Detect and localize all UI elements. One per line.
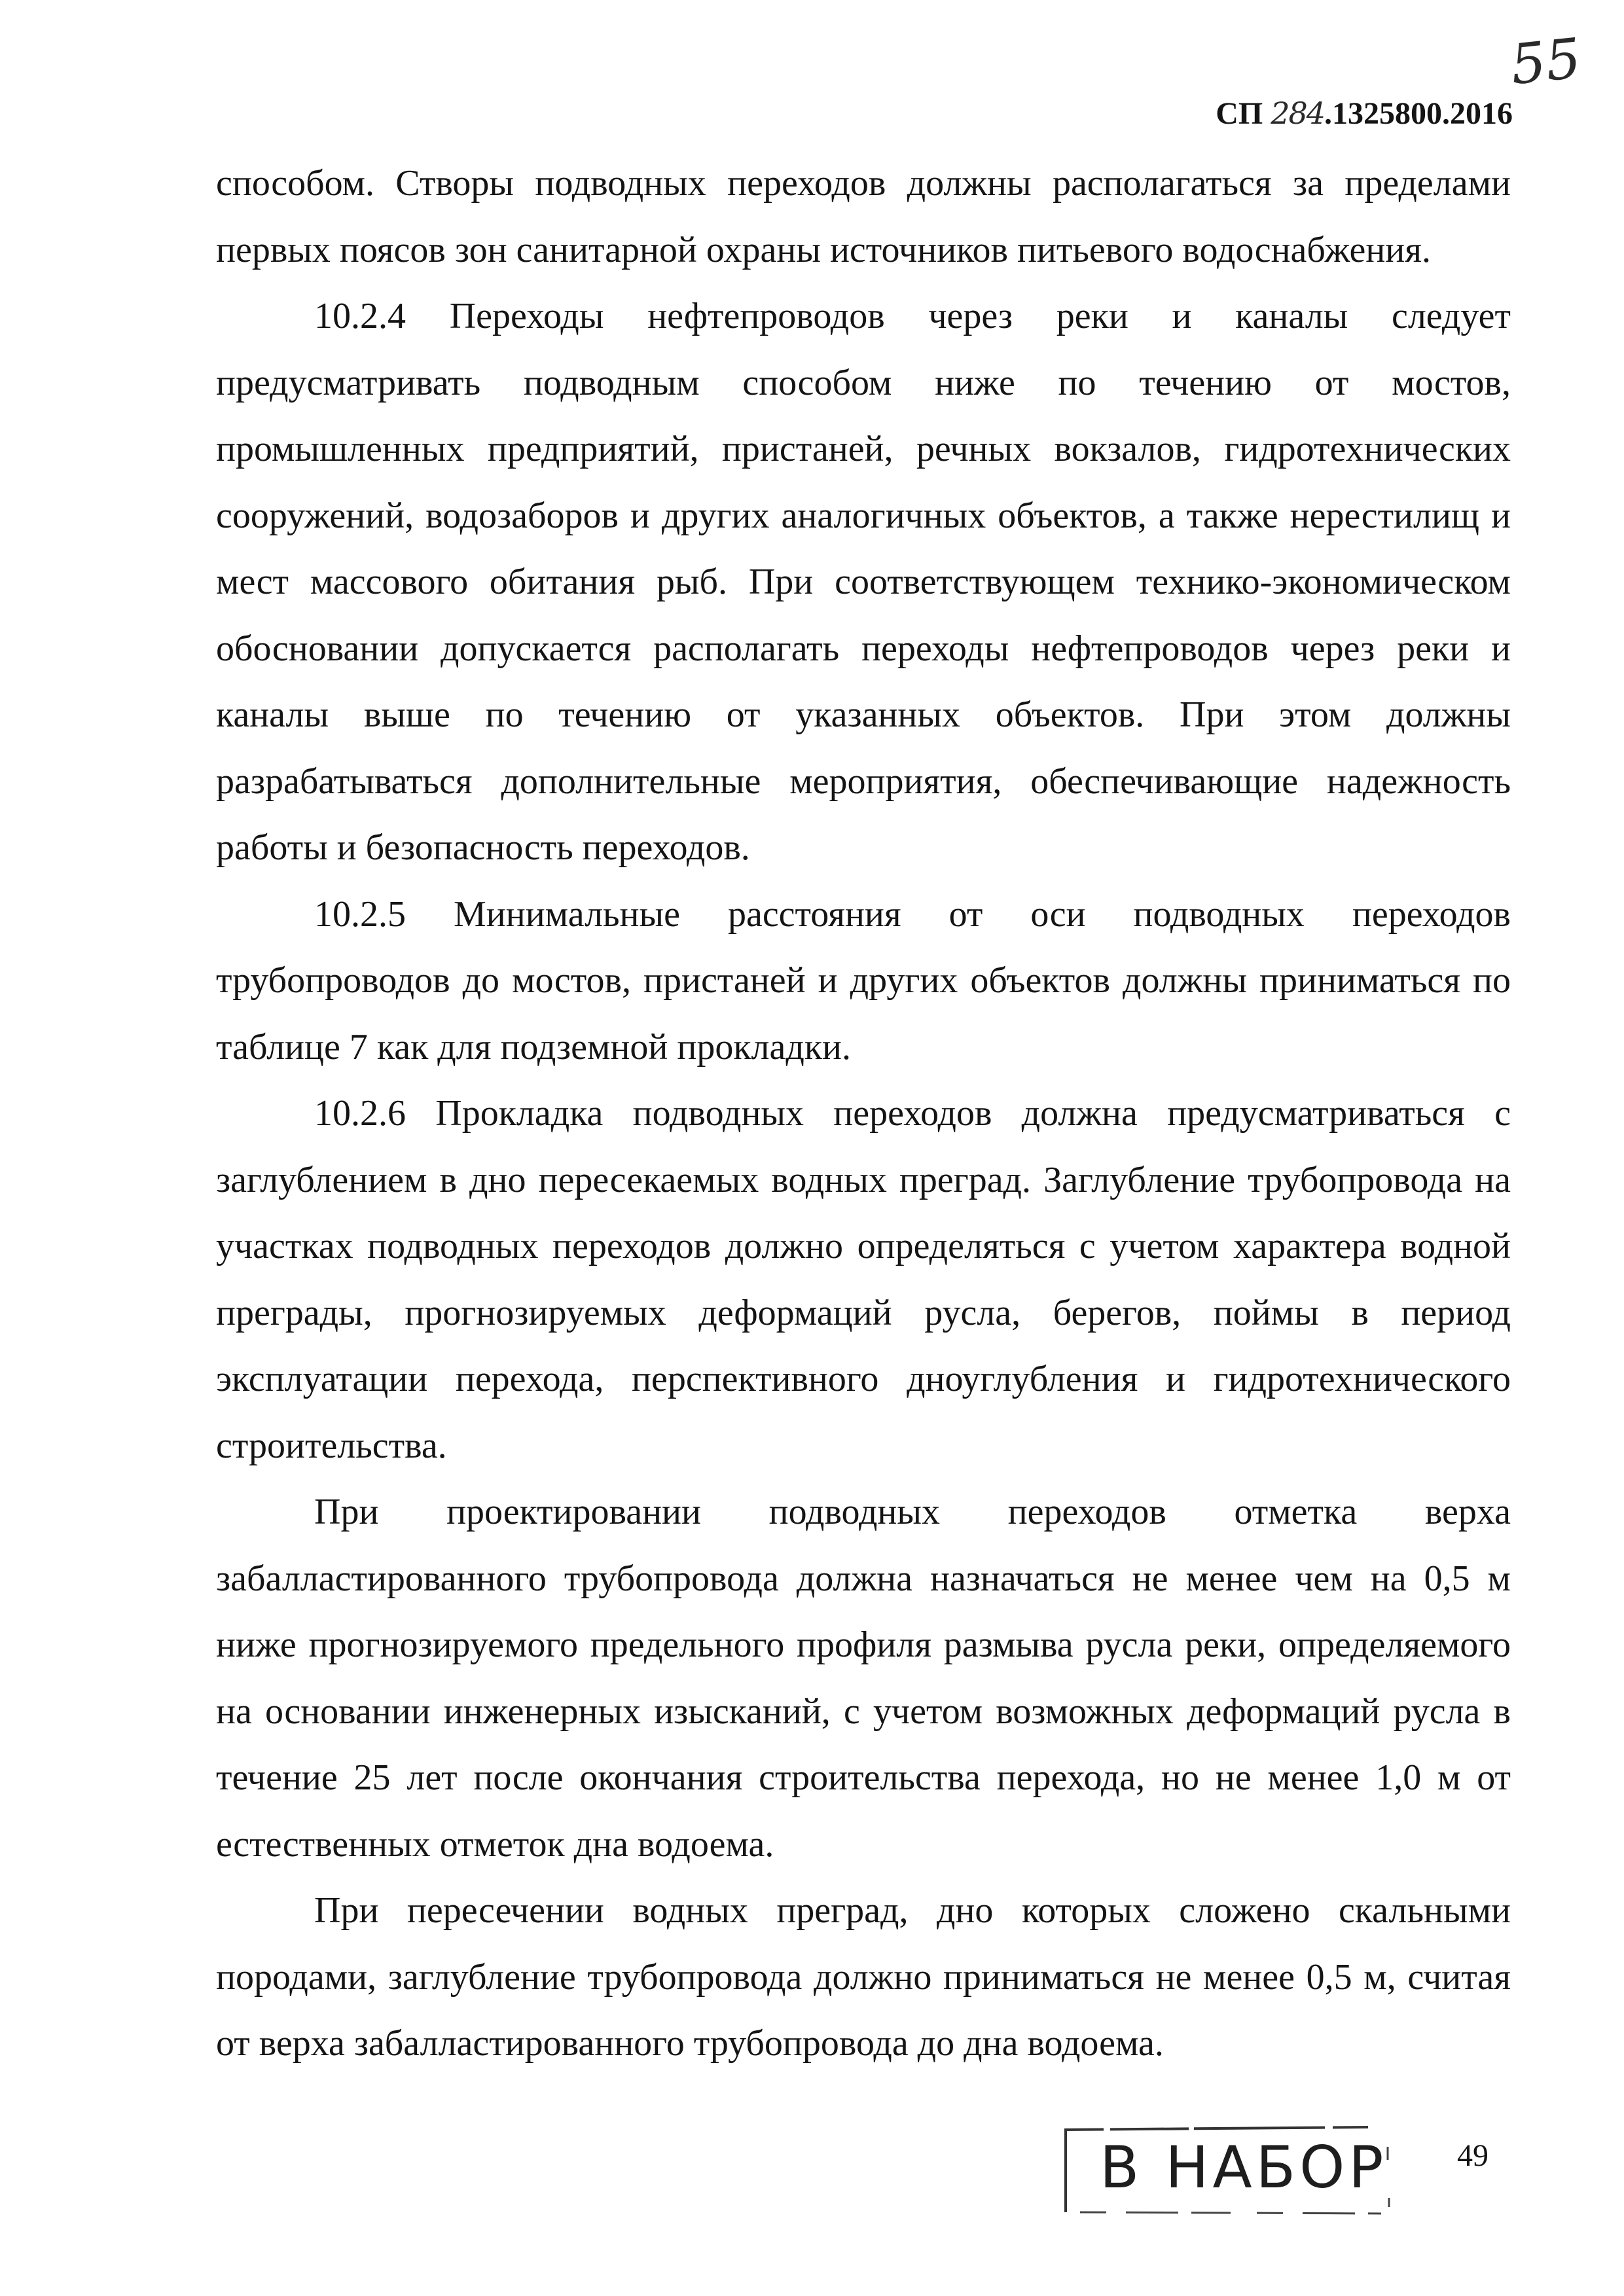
- handwritten-page-number: 55: [1507, 26, 1584, 98]
- typeset-stamp: [1060, 2121, 1401, 2219]
- paragraph-10-2-5: 10.2.5 Минимальные расстояния от оси подводных переходов трубопроводов до мостов, пристаней и других объектов должны приниматься по таблице 7 как для подземной прокладки.: [216, 893, 1511, 1067]
- paragraph-10-2-4: 10.2.4 Переходы нефтепроводов через реки и каналы следует предусматривать подводным способом ниже по течению от мостов, промышленных предприятий, пристаней, речных вокзалов, гидротехнических сооружений, водозаборов и других аналогичных объектов, а также нерестилищ и мест массового обитания рыб. При соответствующем технико-экономическом обосновании допускается располагать переходы нефтепроводов через реки и каналы выше по течению от указанных объектов. При этом должны разрабатываться дополнительные мероприятия, обеспечивающие надежность работы и безопасность переходов.: [216, 296, 1511, 868]
- document-body: [216, 151, 1511, 2077]
- paragraph-continuation: способом. Створы подводных переходов должны располагаться за пределами первых поясов зон санитарной охраны источников питьевого водоснабжения.: [216, 163, 1511, 270]
- paragraph-design-depth: При проектировании подводных переходов отметка верха забалластированного трубопровода должна назначаться не менее чем на 0,5 м ниже прогнозируемого предельного профиля размыва русла реки, определяемого на основании инженерных изысканий, с учетом возможных деформаций русла в течение 25 лет после окончания строительства перехода, но не менее 1,0 м от естественных отметок дна водоема.: [216, 1492, 1511, 1865]
- paragraph-rock-bottom: При пересечении водных преград, дно которых сложено скальными породами, заглубление трубопровода должно приниматься не менее 0,5 м, считая от верха забалластированного трубопровода до дна водоема.: [216, 1890, 1511, 2064]
- document-code: [1216, 98, 1513, 130]
- document-code-prefix: СП: [1216, 96, 1263, 131]
- document-code-suffix: .1325800.2016: [1324, 96, 1513, 131]
- stamp-text: В НАБОР: [1100, 2134, 1388, 2201]
- document-code-handwritten-number: 284: [1271, 96, 1324, 131]
- paragraph-10-2-6: 10.2.6 Прокладка подводных переходов должна предусматриваться с заглублением в дно пересекаемых водных преград. Заглубление трубопровода на участках подводных переходов должно определяться с учетом характера водной преграды, прогнозируемых деформаций русла, берегов, поймы в период эксплуатации перехода, перспективного дноуглубления и гидротехнического строительства.: [216, 1093, 1511, 1466]
- page-number: 49: [1457, 2138, 1489, 2173]
